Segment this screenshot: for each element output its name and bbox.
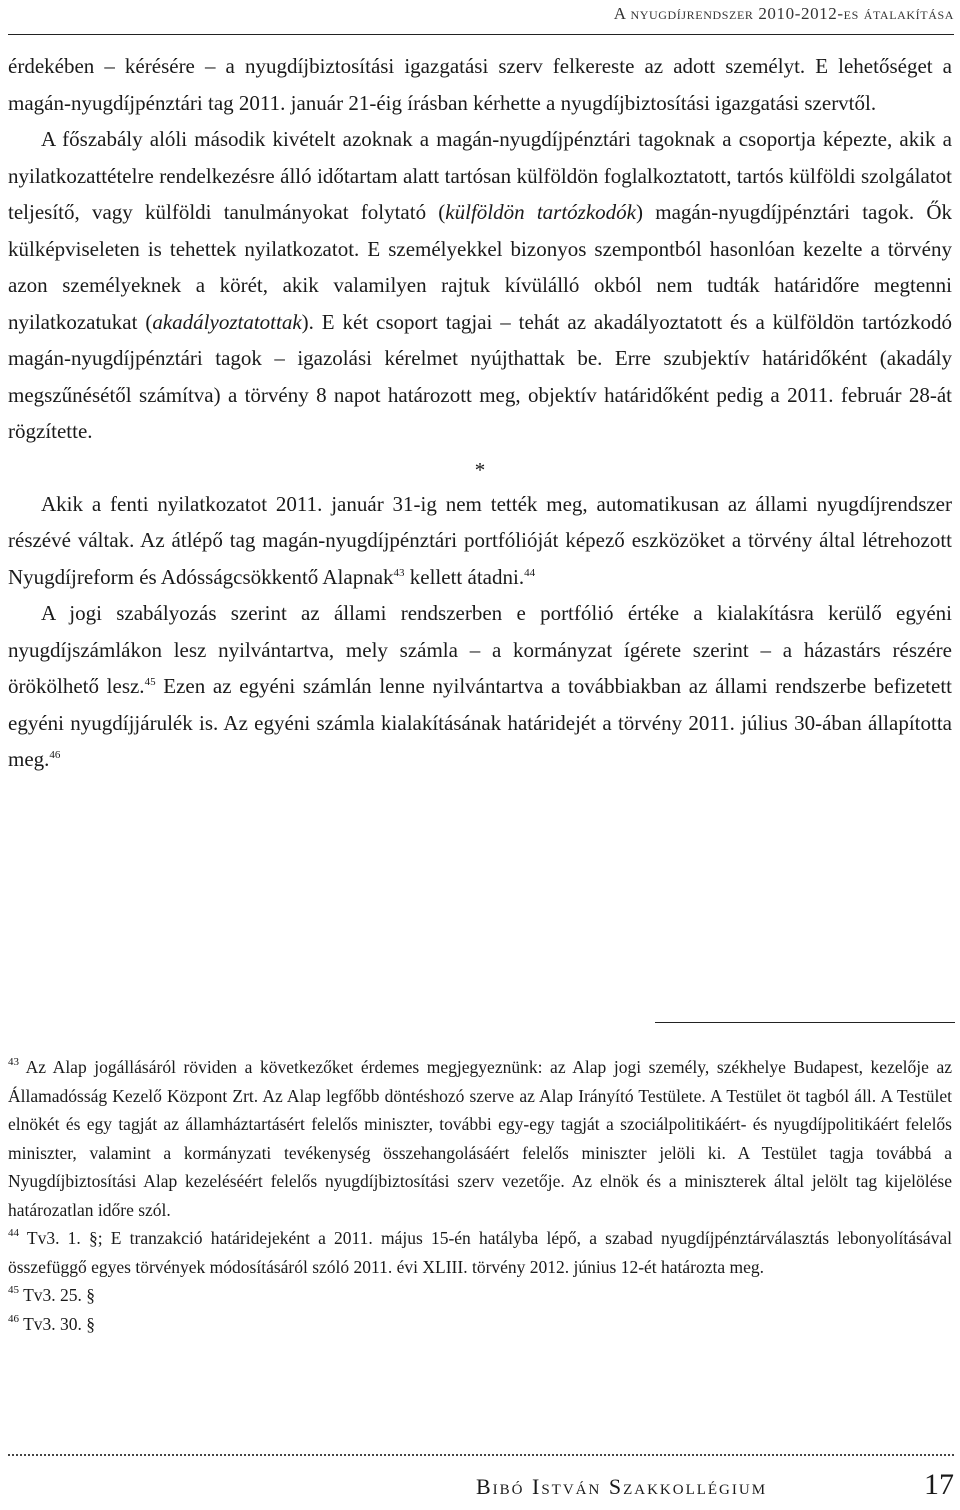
- section-separator: *: [474, 457, 486, 482]
- emphasis-akadalyoztatottak: akadályoztatottak: [152, 309, 302, 334]
- paragraph-2-part-e: ). E két csoport tagjai – tehát az akadályoztatott és a külföldön tartózkodó magán-nyugdíjpénztári tagok – igazolási kérelmet nyújthattak be. Erre szubjektív határidőként (akadály megszűnésétől számítva) a törvény 8 napot határozott meg, objektív határidőként pedig a 2011. február 28-át rögzítette.: [8, 309, 953, 443]
- footnote-text: Tv3. 1. §; E tranzakció határidejeként a 2011. május 15-én hatályba lépő, a szabad nyugdíjpénztárválasztás lebonyolításával összefüggő egyes törvények módosításáról szóló 2011. évi XLIII. törvény 2012. június 12-ét határozta meg.: [8, 1228, 952, 1277]
- footnote-44: [8, 1224, 952, 1281]
- header-rule: [8, 34, 954, 35]
- page-number: 17: [924, 1468, 954, 1501]
- paragraph-3-part-b: kellett átadni.: [404, 564, 525, 589]
- paragraph-3: [8, 486, 952, 596]
- footnote-ref-43[interactable]: 43: [393, 566, 405, 579]
- footnote-46: [8, 1310, 952, 1339]
- emphasis-kulfoldon: külföldön tartózkodók: [445, 200, 637, 224]
- paragraph-4: [8, 595, 952, 778]
- paragraph-3-part-a: Akik a fenti nyilatkozatot 2011. január 31-ig nem tették meg, automatikusan az állami nyugdíjrendszer részévé váltak. Az átlépő tag magán-nyugdíjpénztári portfólióját képező eszközöket a törvény által létrehozott Nyugdíjreform és Adósságcsökkentő Alapnak: [8, 491, 952, 589]
- footnote-45: [8, 1281, 952, 1310]
- paragraph-2-part-a: A főszabály alóli második kivételt azoknak a magán-nyugdíjpénztári tagoknak a csoportja képezte, akik a nyilatkozattételre rendelkezésre álló időtartam alatt tartósan külföldön foglalkoztatott, tartós külföldi szolgálatot teljesítő, vagy külföldi tanulmányokat folytató (: [8, 127, 952, 224]
- running-head: A nyugdíjrendszer 2010-2012-es átalakítása: [613, 4, 954, 23]
- footnote-text: Tv3. 30. §: [23, 1313, 96, 1334]
- footer-institution: Bibó István Szakkollégium: [476, 1474, 768, 1499]
- footer-dotted-rule: [8, 1454, 954, 1456]
- footnote-number: 46: [8, 1312, 19, 1325]
- footnotes: [8, 1053, 952, 1338]
- footnote-text: Az Alap jogállásáról röviden a következőket érdemes megjegyeznünk: az Alap jogi személy, székhelye Budapest, kezelője az Államadósság Kezelő Központ Zrt. Az Alap legfőbb döntéshozó szerve az Alap Irányító Testülete. A Testület öt tagból áll. A Testület elnökét és egy tagját az államháztartásért felelős miniszter, további egy-egy tagját a szociálpolitikáért- és nyugdíjpolitikáért felelős miniszter, valamint a kormányzati tevékenység összehangolásáért felelős miniszter jelöli ki. A Testület tagja továbbá a Nyugdíjbiztosítási Alap kezeléséért felelős nyugdíjbiztosítási szerv vezetője. Az elnök és a miniszterek által jelölt tag kijelölése határozatlan időre szól.: [8, 1057, 952, 1220]
- footnote-number: 43: [8, 1055, 19, 1068]
- footnote-ref-44[interactable]: 44: [524, 566, 536, 579]
- paragraph-1: érdekében – kérésére – a nyugdíjbiztosítási igazgatási szerv felkereste az adott személyt. E lehetőséget a magán-nyugdíjpénztári tag 2011. január 21-éig írásban kérhette a nyugdíjbiztosítási igazgatási szervtől.: [8, 54, 952, 115]
- paragraph-4-part-a: A jogi szabályozás szerint az állami rendszerben e portfólió értéke a kialakításra kerülő egyéni nyugdíjszámlákon lesz nyilvántartva, mely számla – a kormányzat ígérete szerint – a házastárs részére örökölhető lesz.: [8, 601, 952, 698]
- footnote-number: 44: [8, 1226, 19, 1239]
- paragraph-2-part-c: ) magán-nyugdíjpénztári tagok. Ők külképviseleten is tehettek nyilatkozatot. E személyekkel bizonyos szempontból hasonlóan kezelte a törvény azon személyeknek a körét, akik valamilyen rajtuk kívülálló okból nem tudták határidőre megtenni nyilatkozatukat (: [8, 200, 953, 334]
- footnote-43: [8, 1053, 952, 1224]
- footnote-text: Tv3. 25. §: [23, 1285, 96, 1305]
- main-text: [8, 48, 952, 778]
- footnote-ref-45[interactable]: 45: [144, 675, 156, 688]
- footnote-number: 45: [8, 1283, 19, 1296]
- paragraph-2: [8, 121, 952, 450]
- paragraph-4-part-b: Ezen az egyéni számlán lenne nyilvántartva a továbbiakban az állami rendszerbe befizetett egyéni nyugdíjjárulék is. Az egyéni számla kialakításának határidejét a törvény 2011. július 30-ában állapította meg.: [8, 674, 952, 771]
- footnote-rule: [655, 1022, 955, 1023]
- footnote-ref-46[interactable]: 46: [49, 748, 61, 761]
